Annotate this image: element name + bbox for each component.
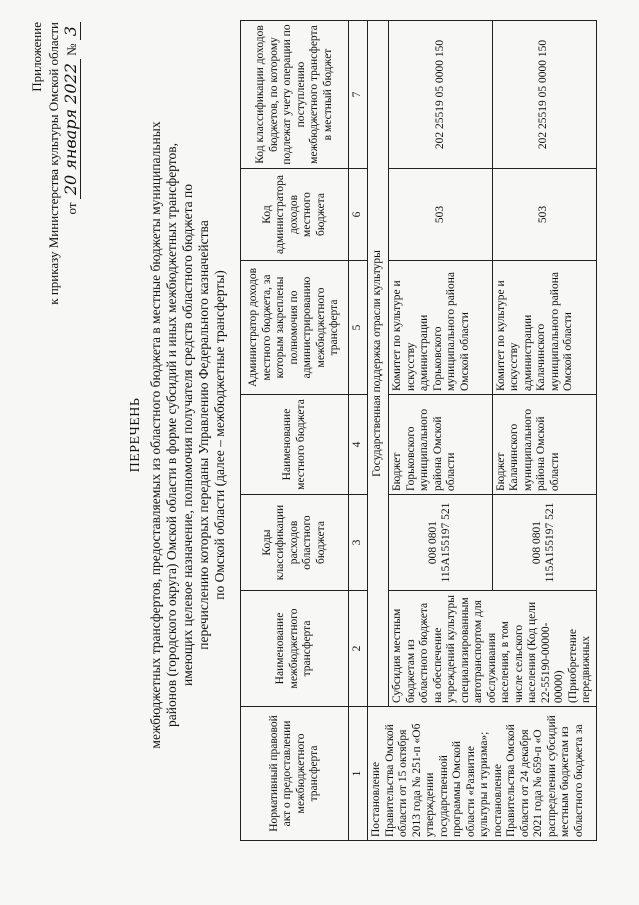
header-row bbox=[241, 21, 349, 841]
appendix-date-line: от 20 января 2022 № 3 bbox=[62, 22, 80, 305]
section-row bbox=[368, 21, 389, 841]
header-cell: Код классификации доходов бюджетов, по которому подлежат учету операции по поступлению межбюджетного трансферта в местный бюджет bbox=[241, 21, 349, 169]
heading-line: имеющих целевое назначение, полномочия получателя средств областного бюджета по bbox=[180, 184, 195, 686]
budget-cell: Бюджет Калачинского муниципального района Омской области bbox=[492, 395, 596, 495]
section-title: Государственная поддержка отрасли культуры bbox=[368, 21, 389, 707]
appendix-label: Приложение bbox=[29, 22, 44, 92]
header-cell: Наименование местного бюджета bbox=[241, 395, 349, 495]
heading-line: перечислению которых переданы Управлению Федерального казначейства bbox=[196, 220, 211, 650]
handwritten-date: 20 января 2022 bbox=[61, 59, 81, 199]
codes-cell: 008 0801 115А155197 521 bbox=[492, 495, 596, 591]
handwritten-number: 3 bbox=[61, 22, 81, 40]
header-cell: Администратор доходов местного бюджета, за которым закреплены полномочия по администрированию межбюджетного трансферта bbox=[241, 261, 349, 395]
document-heading bbox=[128, 115, 228, 755]
column-number: 3 bbox=[349, 495, 368, 591]
act-cell: Постановление Правительства Омской области от 15 октября 2013 года № 251-п «Об утверждении государственной программы Омской области «Развитие культуры и туризма»; постановление Правительства Омской области от 24 декабря 2021 года № 659-п «О распределении субсидий местным бюджетам из областного бюджета за bbox=[368, 707, 597, 841]
header-cell: Нормативный правовой акт о предоставлении межбюджетного трансферта bbox=[241, 707, 349, 841]
header-cell: Код администратора доходов местного бюджета bbox=[241, 169, 349, 261]
admin-code-cell: 503 bbox=[389, 169, 493, 261]
document-title: ПЕРЕЧЕНЬ bbox=[128, 397, 143, 473]
income-code-cell: 202 25519 05 0000 150 bbox=[492, 21, 596, 169]
column-number: 1 bbox=[349, 707, 368, 841]
column-number: 4 bbox=[349, 395, 368, 495]
column-number: 2 bbox=[349, 591, 368, 707]
codes-cell: 008 0801 115А155197 521 bbox=[389, 495, 493, 591]
transfers-table bbox=[240, 20, 597, 841]
number-row bbox=[349, 21, 368, 841]
heading-line: по Омской области (далее – межбюджетные трансферты) bbox=[212, 270, 227, 600]
appendix-block bbox=[28, 22, 80, 305]
heading-line: межбюджетных трансфертов, предоставляемых из областного бюджета в местные бюджеты муниципальных bbox=[148, 121, 163, 749]
column-number: 5 bbox=[349, 261, 368, 395]
budget-cell: Бюджет Горьковского муниципального района Омской области bbox=[389, 395, 493, 495]
admin-code-cell: 503 bbox=[492, 169, 596, 261]
admin-cell: Комитет по культуре и искусству администрации Калачинского муниципального района Омской области bbox=[492, 261, 596, 395]
appendix-order-ref: к приказу Министерства культуры Омской области bbox=[46, 22, 61, 305]
column-number: 7 bbox=[349, 21, 368, 169]
header-cell: Наименование межбюджетного трансферта bbox=[241, 591, 349, 707]
column-number: 6 bbox=[349, 169, 368, 261]
admin-cell: Комитет по культуре и искусству администрации Горьковского муниципального района Омской области bbox=[389, 261, 493, 395]
income-code-cell: 202 25519 05 0000 150 bbox=[389, 21, 493, 169]
transfer-cell: Субсидия местным бюджетам из областного бюджета на обеспечение учреждений культуры специализированным автотранспортом для обслуживания населения, в том числе сельского населения (Код цели 22-55190-00000-00000) (Приобретение передвижных bbox=[389, 591, 597, 707]
header-cell: Коды классификации расходов областного бюджета bbox=[241, 495, 349, 591]
heading-line: районов (городского округа) Омской области в форме субсидий и иных межбюджетных трансфертов, bbox=[164, 143, 179, 727]
